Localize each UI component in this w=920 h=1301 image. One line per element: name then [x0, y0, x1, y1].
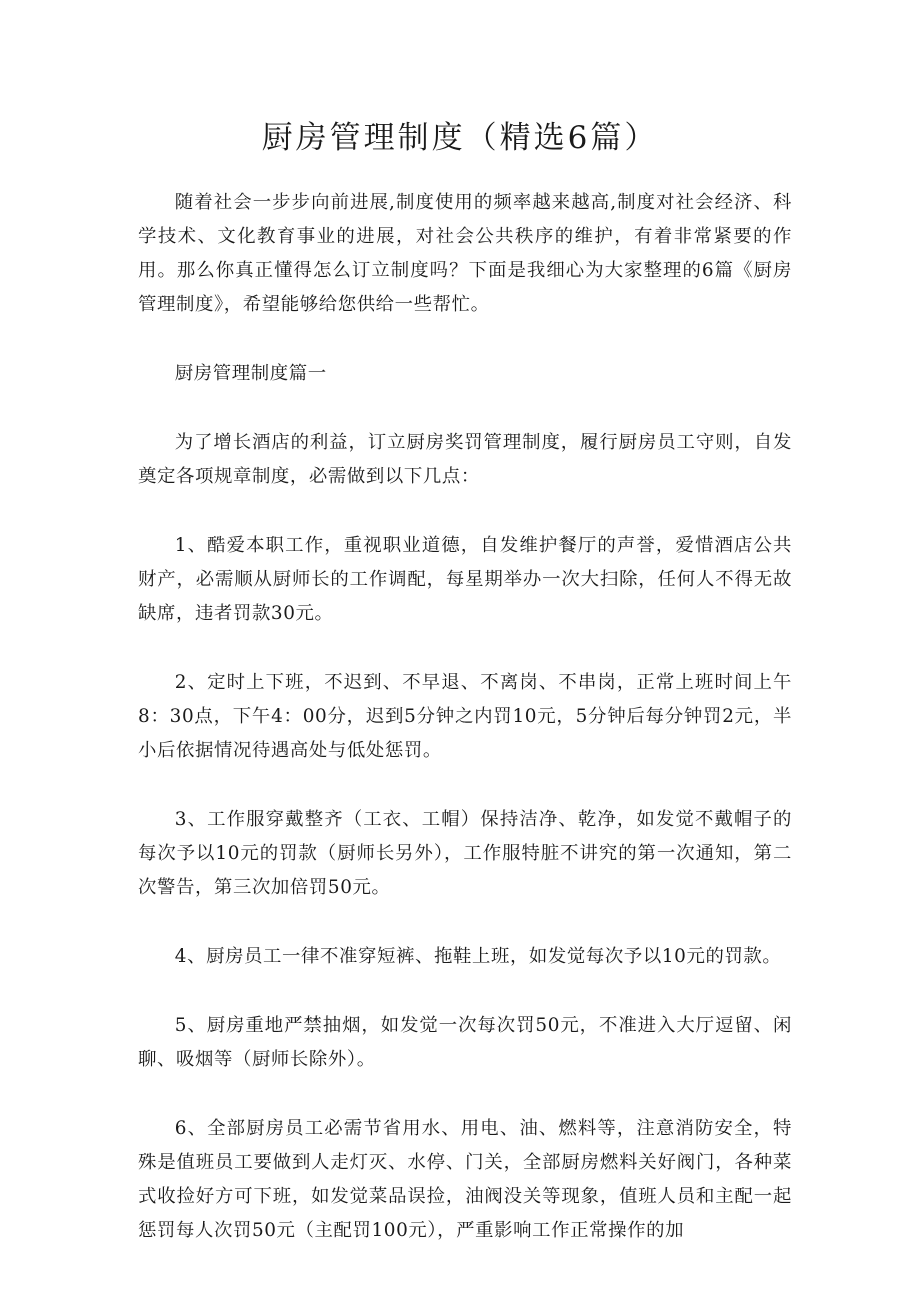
document-body — [138, 186, 792, 1283]
rule-item-1: 1、酷爱本职工作，重视职业道德，自发维护餐厅的声誉，爱惜酒店公共财产，必需顺从厨师长的工作调配，每星期举办一次大扫除，任何人不得无故缺席，违者罚款30元。 — [138, 535, 792, 624]
rule-item-4: 4、厨房员工一律不准穿短裤、拖鞋上班，如发觉每次予以10元的罚款。 — [174, 946, 782, 967]
document-title: 厨房管理制度（精选6篇） — [261, 120, 659, 156]
rule-item-3: 3、工作服穿戴整齐（工衣、工帽）保持洁净、乾净，如发觉不戴帽子的每次予以10元的罚款（厨师长另外），工作服特脏不讲究的第一次通知，第二次警告，第三次加倍罚50元。 — [138, 809, 792, 898]
rule-item-5: 5、厨房重地严禁抽烟，如发觉一次每次罚50元，不准进入大厅逗留、闲聊、吸烟等（厨师长除外）。 — [138, 1015, 792, 1070]
section-intro-paragraph: 为了增长酒店的利益，订立厨房奖罚管理制度，履行厨房员工守则，自发奠定各项规章制度，必需做到以下几点： — [138, 432, 792, 487]
rule-item-2: 2、定时上下班，不迟到、不早退、不离岗、不串岗，正常上班时间上午8：30点，下午4：00分，迟到5分钟之内罚10元，5分钟后每分钟罚2元，半小后依据情况待遇高处与低处惩罚。 — [138, 672, 792, 761]
intro-paragraph: 随着社会一步步向前进展,制度使用的频率越来越高,制度对社会经济、科学技术、文化教育事业的进展，对社会公共秩序的维护，有着非常紧要的作用。那么你真正懂得怎么订立制度吗？下面是我细心为大家整理的6篇《厨房管理制度》，希望能够给您供给一些帮忙。 — [138, 192, 792, 315]
rule-item-6: 6、全部厨房员工必需节省用水、用电、油、燃料等，注意消防安全，特殊是值班员工要做到人走灯灭、水停、门关，全部厨房燃料关好阀门，各种菜式收捡好方可下班，如发觉菜品误捡，油阀没关等现象，值班人员和主配一起惩罚每人次罚50元（主配罚100元），严重影响工作正常操作的加 — [138, 1118, 792, 1241]
section-heading: 厨房管理制度篇一 — [174, 363, 327, 384]
